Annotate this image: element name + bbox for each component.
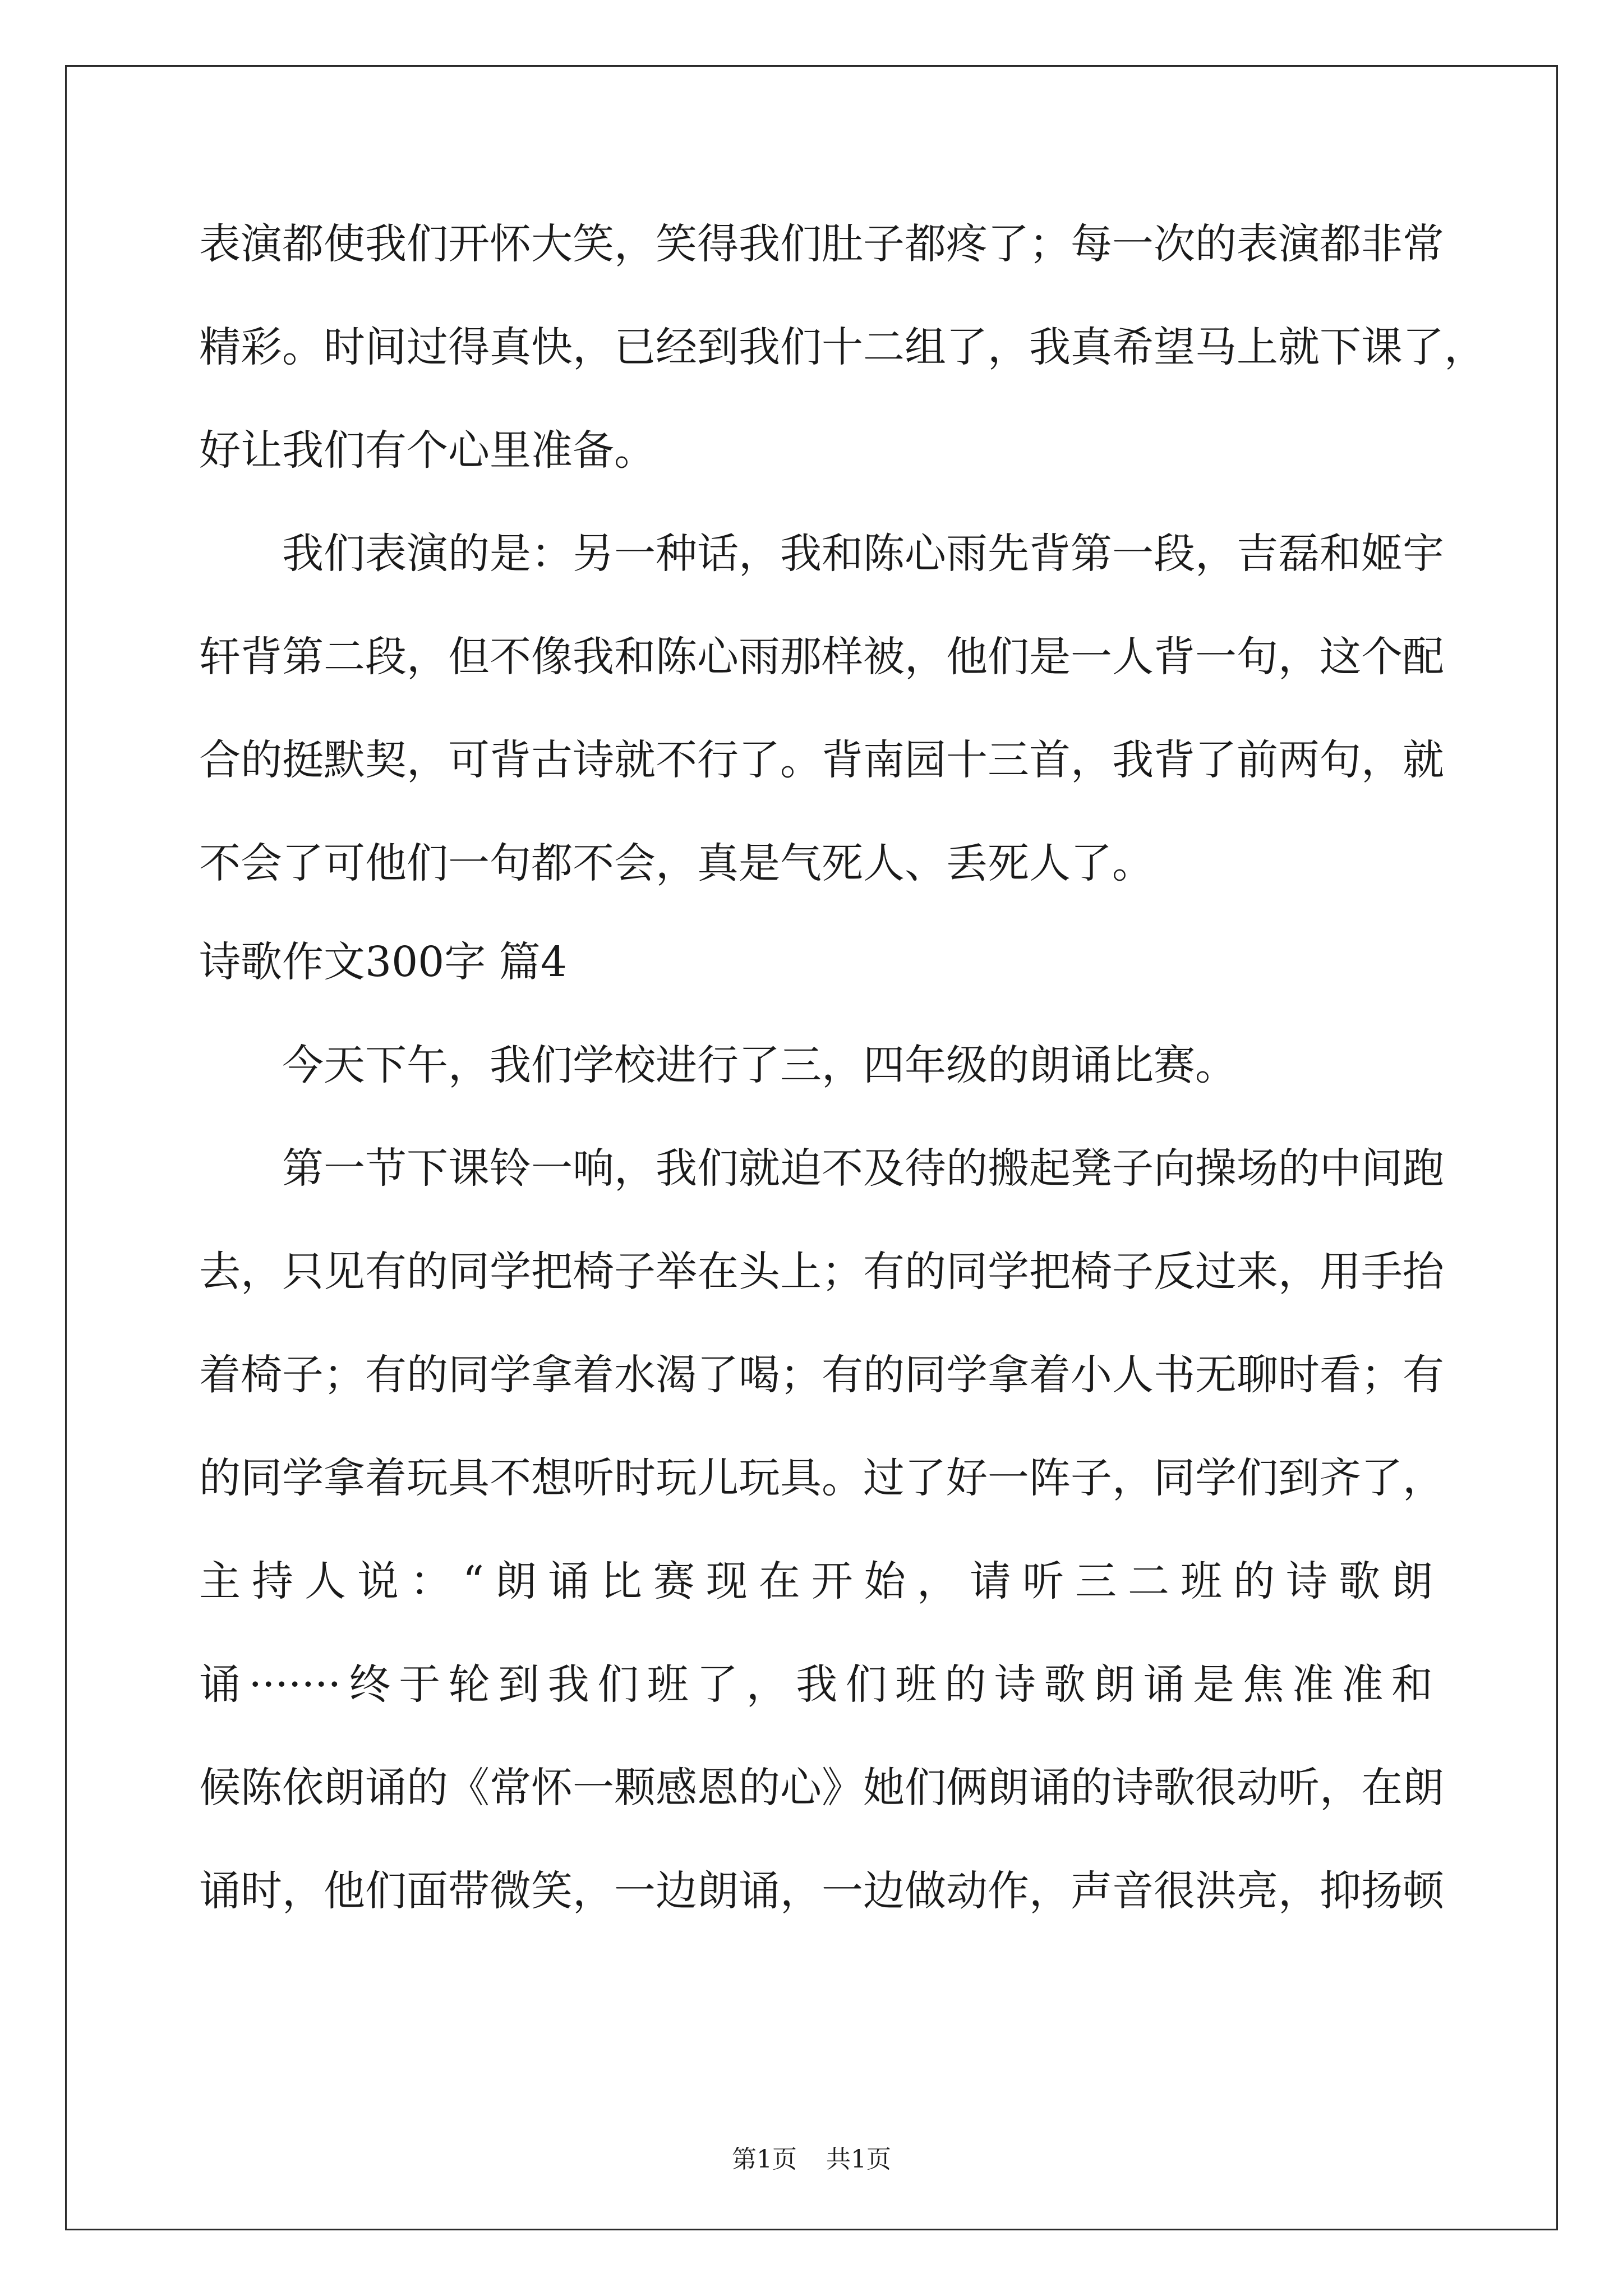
paragraph-line: 精彩。时间过得真快，已经到我们十二组了，我真希望马上就下课了， (199, 323, 1486, 371)
paragraph-line: 着椅子；有的同学拿着水渴了喝；有的同学拿着小人书无聊时看；有 (199, 1351, 1444, 1399)
paragraph-line: 诵·······终于轮到我们班了，我们班的诗歌朗诵是焦准准和 (199, 1660, 1433, 1709)
paragraph-line: 合的挺默契，可背古诗就不行了。背南园十三首，我背了前两句，就 (199, 736, 1444, 784)
paragraph-line: 好让我们有个心里准备。 (199, 426, 656, 475)
paragraph-line: 的同学拿着玩具不想听时玩儿玩具。过了好一阵子，同学们到齐了， (199, 1454, 1444, 1502)
paragraph-line: 轩背第二段，但不像我和陈心雨那样被，他们是一人背一句，这个配 (199, 633, 1444, 681)
page-total: 共1页 (826, 2145, 891, 2174)
paragraph-line: 我们表演的是：另一种话，我和陈心雨先背第一段，吉磊和姬宇 (282, 530, 1444, 578)
paragraph-line: 第一节下课铃一响，我们就迫不及待的搬起凳子向操场的中间跑 (282, 1144, 1444, 1193)
paragraph-line: 表演都使我们开怀大笑，笑得我们肚子都疼了；每一次的表演都非常 (199, 220, 1444, 268)
paragraph-line: 候陈依朗诵的《常怀一颗感恩的心》她们俩朗诵的诗歌很动听，在朗 (199, 1764, 1444, 1812)
section-heading: 诗歌作文300字 篇4 (199, 938, 567, 986)
paragraph-line: 诵时，他们面带微笑，一边朗诵，一边做动作，声音很洪亮，抑扬顿 (199, 1867, 1444, 1915)
paragraph-line: 主持人说：“朗诵比赛现在开始，请听三二班的诗歌朗 (199, 1557, 1433, 1605)
paragraph-line: 去，只见有的同学把椅子举在头上；有的同学把椅子反过来，用手抬 (199, 1248, 1444, 1296)
page-number: 第1页 (732, 2145, 797, 2174)
paragraph-line: 不会了可他们一句都不会，真是气死人、丢死人了。 (199, 839, 1154, 887)
paragraph-line: 今天下午，我们学校进行了三，四年级的朗诵比赛。 (282, 1041, 1237, 1089)
page-footer (0, 2143, 1623, 2177)
